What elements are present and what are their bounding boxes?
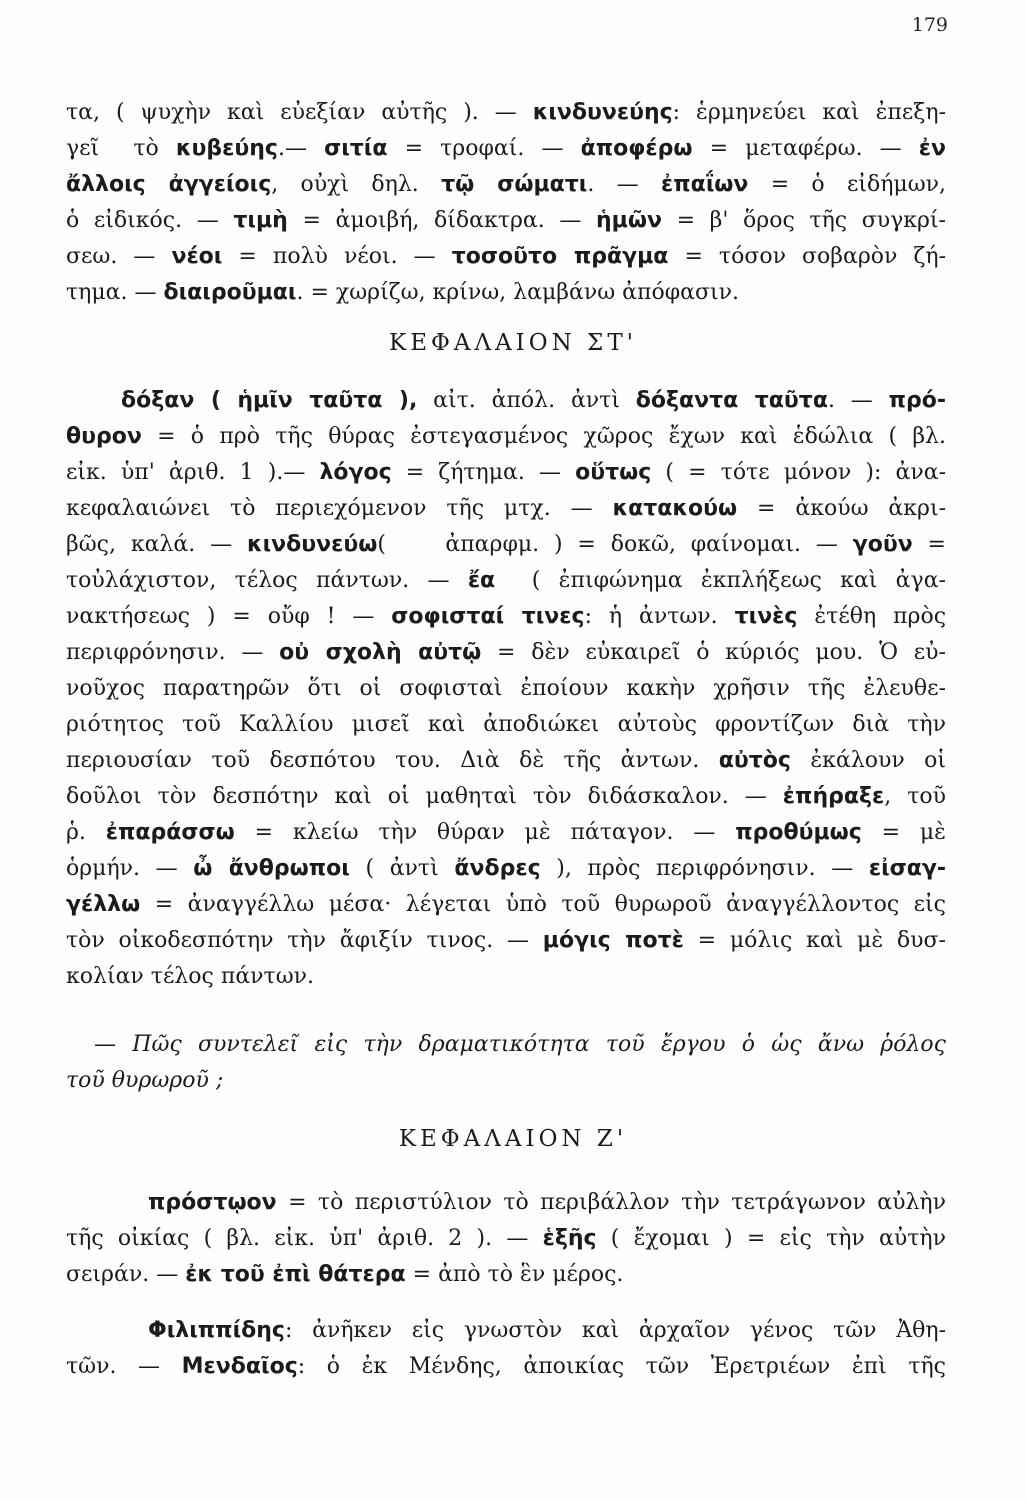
page-number: 179	[911, 14, 948, 36]
text-segment: βῶς, καλά. —	[66, 532, 247, 557]
text-segment: =	[912, 532, 946, 557]
text-segment: ριότητος τοῦ Καλλίου μισεῖ καὶ ἀποδιώκει αὐτοὺς φροντίζων διὰ τὴν	[66, 712, 946, 737]
question-line	[94, 1030, 946, 1060]
headword: ὦ ἄνθρωποι	[193, 856, 350, 881]
text-segment: ( ἀπαρφμ. ) = δοκῶ, φαίνομαι. —	[377, 532, 853, 557]
text-line	[66, 746, 946, 776]
headword: τοσοῦτο πρᾶγμα	[451, 244, 669, 269]
headword: Μενδαῖος	[181, 1354, 298, 1379]
text-segment: ἐκάλουν οἱ	[790, 748, 946, 773]
text-segment: : ἡ ἀντων.	[584, 604, 735, 629]
headword: ἡμῶν	[595, 208, 662, 233]
headword: ἐν	[918, 136, 946, 161]
text-segment: — Πῶς συντελεῖ εἰς τὴν δραματικότητα τοῦ ἔργου ὁ ὡς ἄνω ῥόλος	[94, 1032, 946, 1057]
headword: ἑξῆς	[542, 1226, 597, 1251]
text-segment: , οὐχὶ δηλ.	[271, 172, 442, 197]
text-segment: ἐτέθη πρὸς	[797, 604, 946, 629]
text-segment: = ἀκούω ἀκρι-	[737, 496, 946, 521]
text-segment: γεῖ τὸ	[66, 136, 176, 161]
headword: κινδυνεύης	[532, 100, 673, 125]
text-segment: δοῦλοι τὸν δεσπότην καὶ οἱ μαθηταὶ τὸν διδάσκαλον. —	[66, 784, 783, 809]
text-line	[66, 674, 946, 704]
text-segment: , τοῦ	[884, 784, 946, 809]
text-line	[66, 926, 946, 956]
headword: εἰσαγ-	[868, 856, 946, 881]
text-segment: .—	[277, 136, 325, 161]
text-segment: ὁρμήν. —	[66, 856, 194, 881]
text-line	[66, 458, 946, 488]
text-segment: . —	[827, 388, 889, 413]
text-line	[66, 1224, 946, 1254]
text-segment: = δὲν εὐκαιρεῖ ὁ κύριός μου. Ὁ εὐ-	[481, 640, 946, 665]
text-segment: = μεταφέρω. —	[692, 136, 919, 161]
text-line	[66, 638, 946, 668]
headword: αὐτὸς	[718, 748, 791, 773]
text-line	[148, 1316, 946, 1346]
chapter-heading-7: ΚΕΦΑΛΑΙΟΝ Ζ'	[398, 1126, 628, 1152]
headword: Φιλιππίδης	[148, 1318, 285, 1343]
headword: ἐπήραξε	[782, 784, 885, 809]
text-segment: τῆς οἰκίας ( βλ. εἰκ. ὑπ' ἀριθ. 2 ). —	[66, 1226, 543, 1251]
headword: προθύμως	[735, 820, 862, 845]
headword: λόγος	[319, 460, 392, 485]
text-segment: = ὁ εἰδήμων,	[748, 172, 946, 197]
text-line	[66, 170, 946, 200]
text-line	[66, 710, 946, 740]
text-segment: τημα. —	[66, 280, 164, 305]
text-segment: τῶν. —	[66, 1354, 182, 1379]
headword: οὕτως	[575, 460, 652, 485]
text-line	[66, 242, 946, 272]
text-line	[66, 494, 946, 524]
headword: τῷ σώματι	[441, 172, 588, 197]
text-segment: = ἀμοιβή, δίδακτρα. —	[287, 208, 596, 233]
headword: κυβεύης	[175, 136, 278, 161]
text-line	[66, 206, 946, 236]
headword: γοῦν	[852, 532, 913, 557]
text-line	[148, 1188, 946, 1218]
headword: τινὲς	[734, 604, 798, 629]
text-segment: ( = τότε μόνον ): ἀνα-	[651, 460, 946, 485]
headword: γέλλω	[66, 892, 141, 917]
headword: ἄλλοις ἀγγείοις	[66, 172, 272, 197]
headword: ἐκ τοῦ ἐπὶ θάτερα	[185, 1262, 406, 1287]
text-segment: . —	[587, 172, 661, 197]
text-line	[66, 818, 946, 848]
headword: ἐπαΐων	[660, 172, 749, 197]
text-line	[66, 530, 946, 560]
text-segment: = τὸ περιστύλιον τὸ περιβάλλον τὴν τετράγωνον αὐλὴν	[276, 1190, 946, 1215]
text-segment: τα, ( ψυχὴν καὶ εὐεξίαν αὐτῆς ). —	[66, 100, 533, 125]
text-segment: = ὁ πρὸ τῆς θύρας ἐστεγασμένος χῶρος ἔχων καὶ ἑδώλια ( βλ.	[141, 424, 946, 449]
headword: πρόστῳον	[148, 1190, 277, 1215]
headword: οὐ σχολὴ αὐτῷ	[279, 640, 482, 665]
text-line	[66, 98, 946, 128]
text-segment: = ἀπὸ τὸ ἓν μέρος.	[405, 1262, 624, 1287]
text-line	[66, 422, 946, 452]
headword: τιμὴ	[233, 208, 288, 233]
text-line	[66, 1260, 946, 1290]
headword: ἄνδρες	[454, 856, 541, 881]
headword: δόξαν ( ἡμῖν ταῦτα ),	[121, 388, 418, 413]
text-segment: νοῦχος παρατηρῶν ὅτι οἱ σοφισταὶ ἐποίουν κακὴν χρῆσιν τῆς ἐλευθε-	[66, 676, 946, 701]
text-segment: τοὐλάχιστον, τέλος πάντων. —	[66, 568, 468, 593]
text-segment: νακτήσεως ) = οὔφ ! —	[66, 604, 392, 629]
text-line	[66, 962, 946, 992]
headword: ἔα	[467, 568, 496, 593]
text-segment: αἰτ. ἀπόλ. ἀντὶ	[417, 388, 636, 413]
text-segment: = ζήτημα. —	[391, 460, 576, 485]
question-line	[66, 1066, 946, 1096]
text-segment: ῥ.	[66, 820, 106, 845]
text-segment: = κλείω τὴν θύραν μὲ πάταγον. —	[234, 820, 736, 845]
text-segment: εἰκ. ὑπ' ἀριθ. 1 ).—	[66, 460, 320, 485]
chapter-heading-6: ΚΕΦΑΛΑΙΟΝ ΣΤ'	[389, 330, 637, 356]
headword: ἐπαράσσω	[105, 820, 235, 845]
text-segment: = ἀναγγέλλω μέσα· λέγεται ὑπὸ τοῦ θυρωροῦ ἀναγγέλλοντος εἰς	[140, 892, 946, 917]
headword: σιτία	[324, 136, 388, 161]
text-segment: κεφαλαιώνει τὸ περιεχόμενον τῆς μτχ. —	[66, 496, 613, 521]
text-segment: . = χωρίζω, κρίνω, λαμβάνω ἀπόφασιν.	[296, 280, 739, 305]
text-segment: = μόλις καὶ μὲ δυσ-	[683, 928, 946, 953]
text-segment: : ἀνῆκεν εἰς γνωστὸν καὶ ἀρχαῖον γένος τῶν Ἀθη-	[284, 1318, 946, 1343]
text-segment: = πολὺ νέοι. —	[222, 244, 452, 269]
text-line	[66, 134, 946, 164]
headword: διαιροῦμαι	[163, 280, 297, 305]
headword: πρό-	[888, 388, 946, 413]
text-segment: = τροφαί. —	[387, 136, 581, 161]
text-line	[66, 1352, 946, 1382]
headword: νέοι	[171, 244, 223, 269]
text-line	[66, 854, 946, 884]
headword: κατακούω	[612, 496, 738, 521]
text-segment: τοῦ θυρωροῦ ;	[66, 1068, 224, 1093]
headword: θυρον	[66, 424, 142, 449]
text-line	[66, 782, 946, 812]
text-segment: ( ἐπιφώνημα ἐκπλήξεως καὶ ἀγα-	[495, 568, 946, 593]
text-line	[121, 386, 946, 416]
text-segment: σειράν. —	[66, 1262, 186, 1287]
text-segment: ), πρὸς περιφρόνησιν. —	[540, 856, 869, 881]
text-segment: = μὲ	[861, 820, 946, 845]
text-line	[66, 278, 946, 308]
text-segment: : ὁ ἐκ Μένδης, ἀποικίας τῶν Ἐρετριέων ἐπὶ τῆς	[297, 1354, 946, 1379]
headword: κινδυνεύω	[246, 532, 378, 557]
text-segment: = τόσον σοβαρὸν ζή-	[668, 244, 946, 269]
text-segment: ( ἔχομαι ) = εἰς τὴν αὐτὴν	[596, 1226, 946, 1251]
text-segment: = β' ὅρος τῆς συγκρί-	[661, 208, 946, 233]
headword: δόξαντα ταῦτα	[635, 388, 828, 413]
text-line	[66, 566, 946, 596]
text-segment: περιουσίαν τοῦ δεσπότου του. Διὰ δὲ τῆς ἀντων.	[66, 748, 719, 773]
text-segment: σεω. —	[66, 244, 172, 269]
text-segment: ὁ εἰδικός. —	[66, 208, 234, 233]
headword: σοφισταί τινες	[391, 604, 585, 629]
text-segment: κολίαν τέλος πάντων.	[66, 964, 315, 989]
headword: ἀποφέρω	[580, 136, 693, 161]
text-segment: περιφρόνησιν. —	[66, 640, 280, 665]
text-line	[66, 602, 946, 632]
headword: μόγις ποτὲ	[542, 928, 684, 953]
text-segment: ( ἀντὶ	[349, 856, 455, 881]
text-segment: : ἑρμηνεύει καὶ ἐπεξη-	[672, 100, 946, 125]
text-line	[66, 890, 946, 920]
text-segment: τὸν οἰκοδεσπότην τὴν ἄφιξίν τινος. —	[66, 928, 543, 953]
